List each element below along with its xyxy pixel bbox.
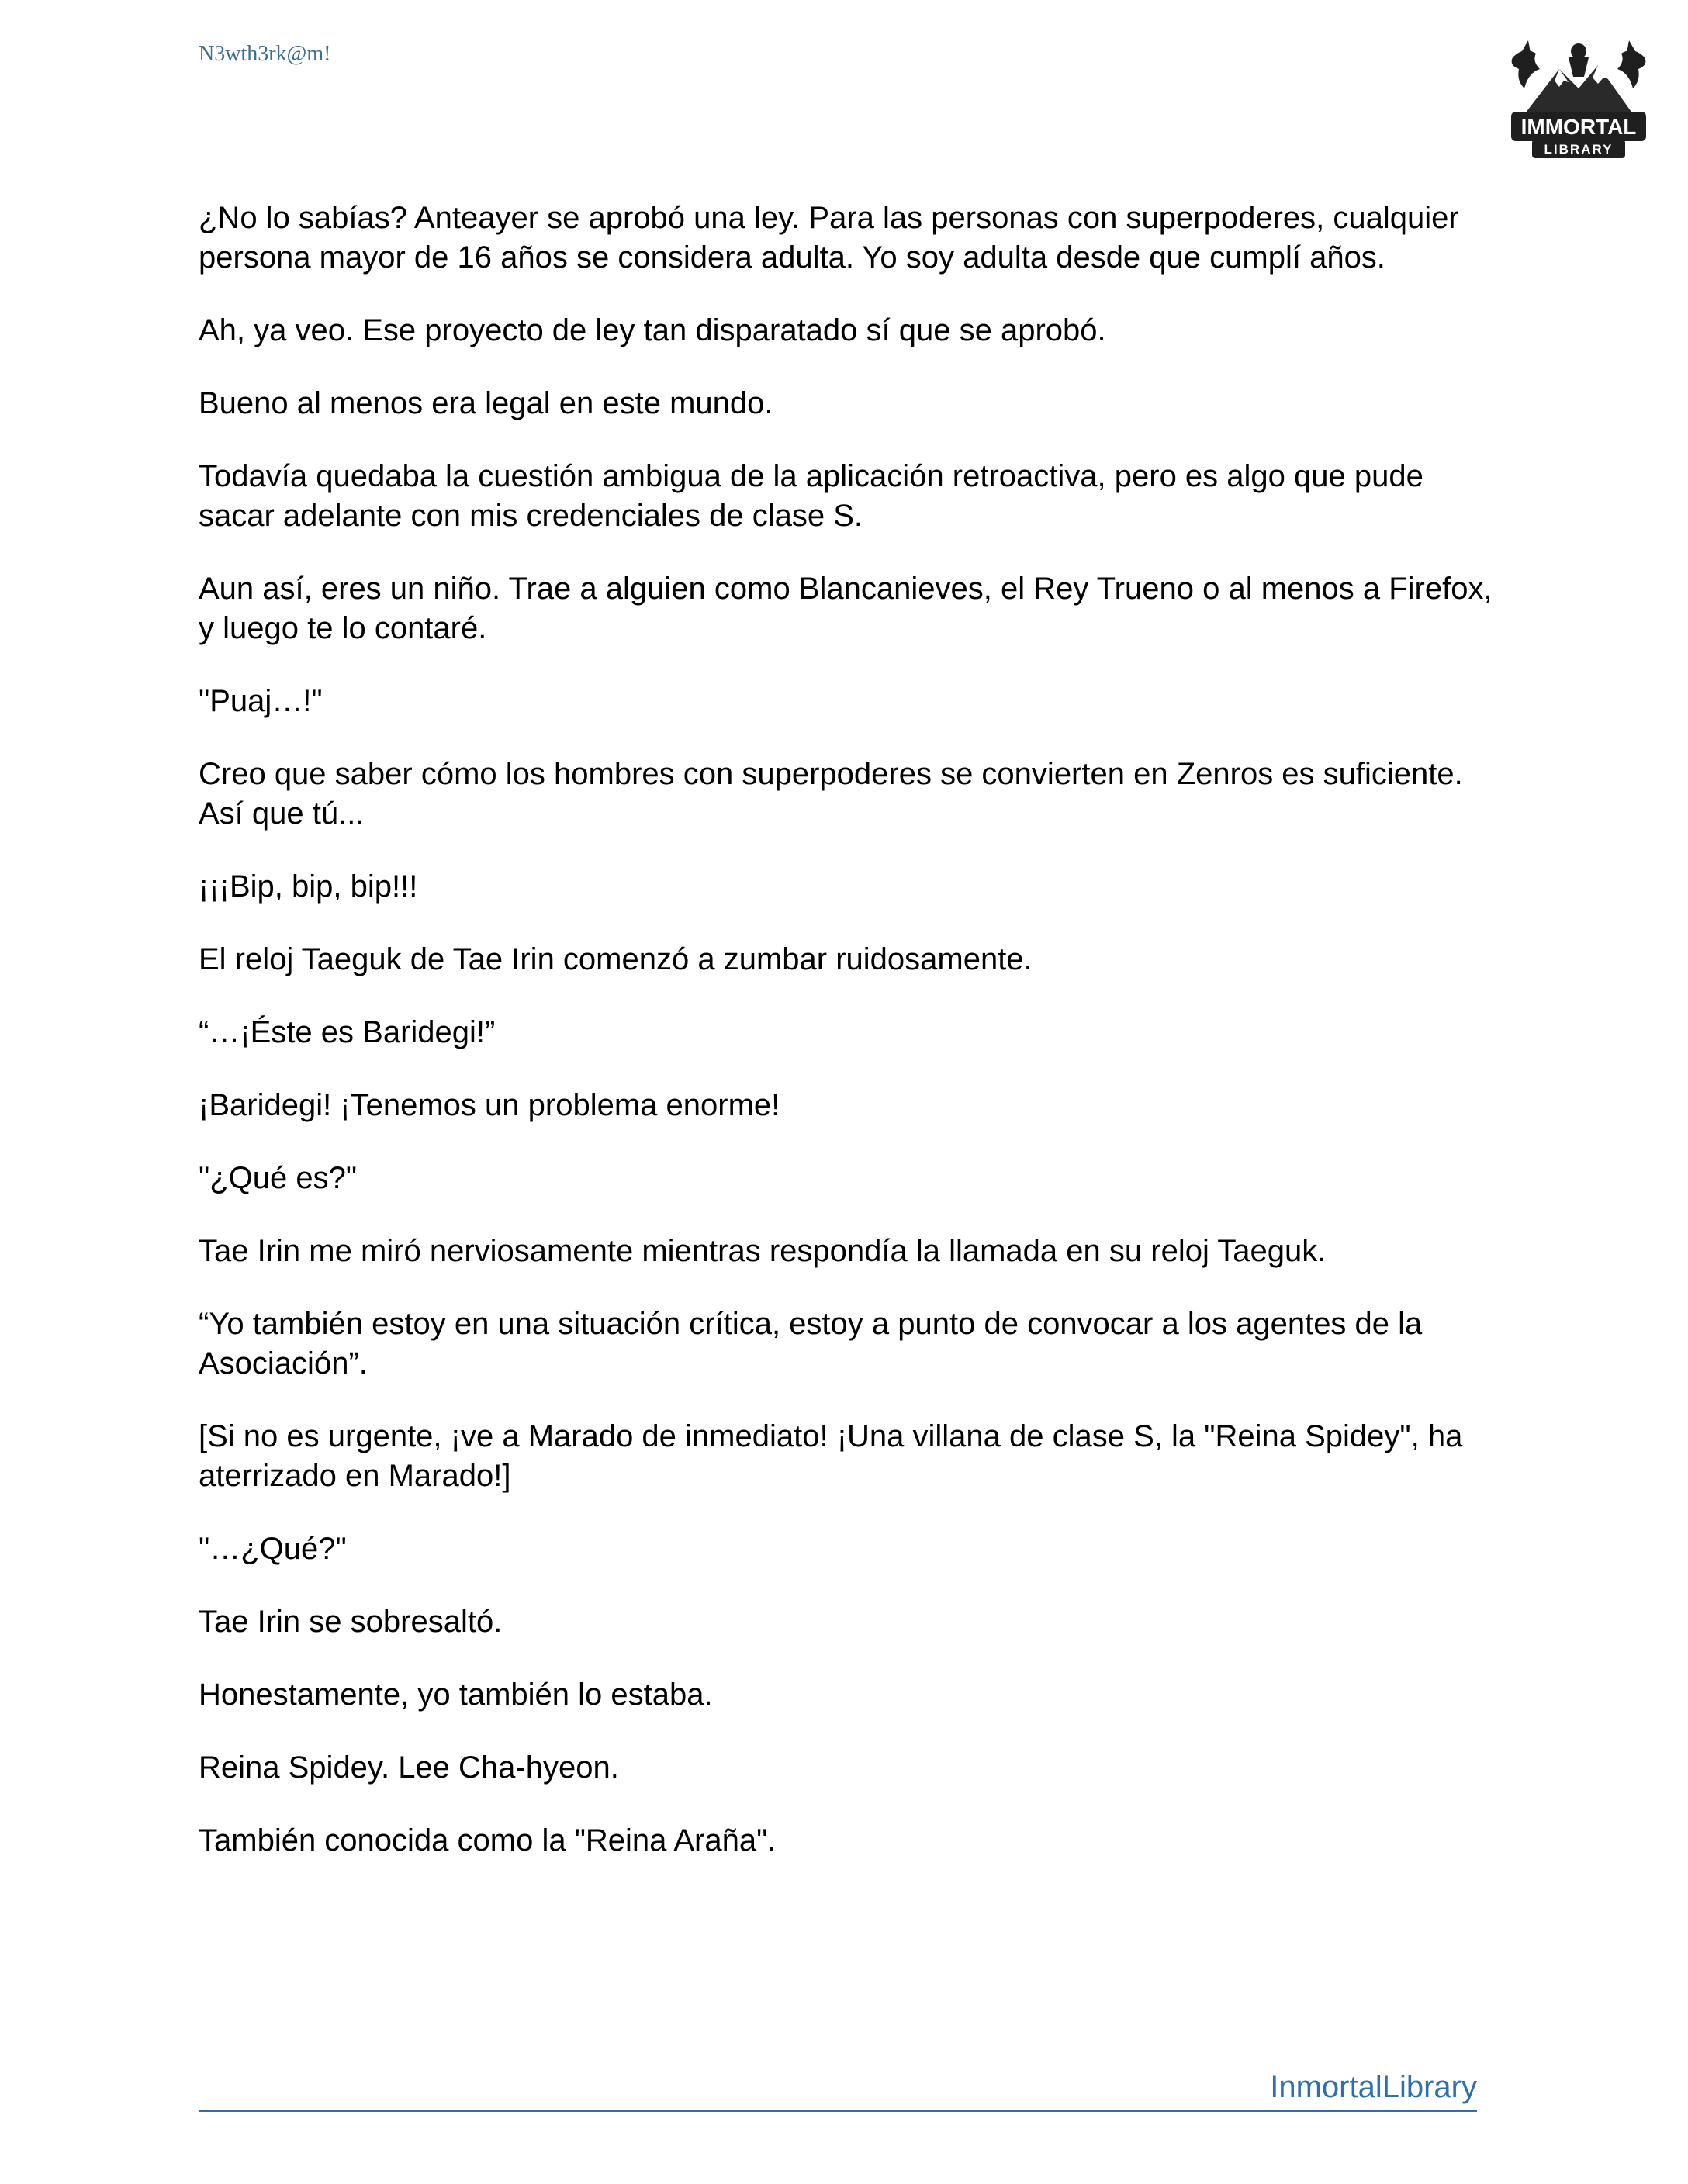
paragraph: Todavía quedaba la cuestión ambigua de la aplicación retroactiva, pero es algo que pude sacar adelante con mis credenciales de clase S. — [199, 459, 1423, 533]
paragraph: Bueno al menos era legal en este mundo. — [199, 386, 773, 420]
footer-link[interactable]: InmortalLibrary — [1270, 2070, 1477, 2104]
paragraph: “Yo también estoy en una situación crítica, estoy a punto de convocar a los agentes de la Asociación”. — [199, 1307, 1423, 1381]
logo-line1: IMMORTAL — [1520, 115, 1637, 139]
paragraph: Creo que saber cómo los hombres con superpoderes se convierten en Zenros es suficiente. Así que tú... — [199, 757, 1463, 831]
paragraph: Aun así, eres un niño. Trae a alguien como Blancanieves, el Rey Trueno o al menos a Firefox, y luego te lo contaré. — [199, 572, 1493, 645]
footer-divider — [199, 2110, 1477, 2112]
paragraph: "…¿Qué?" — [199, 1532, 347, 1566]
logo-line2: LIBRARY — [1544, 142, 1614, 157]
paragraph: Ah, ya veo. Ese proyecto de ley tan disparatado sí que se aprobó. — [199, 313, 1106, 347]
document-body — [199, 199, 1494, 1894]
paragraph: ¿No lo sabías? Anteayer se aprobó una ley. Para las personas con superpoderes, cualquier persona mayor de 16 años se considera adulta. Yo soy adulta desde que cumplí años. — [199, 201, 1459, 275]
paragraph: “…¡Éste es Baridegi!” — [199, 1015, 496, 1049]
paragraph: ¡Baridegi! ¡Tenemos un problema enorme! — [199, 1088, 780, 1122]
paragraph: "Puaj…!" — [199, 684, 323, 718]
paragraph: Reina Spidey. Lee Cha-hyeon. — [199, 1750, 619, 1785]
paragraph: ¡¡¡Bip, bip, bip!!! — [199, 869, 418, 904]
paragraph: [Si no es urgente, ¡ve a Marado de inmediato! ¡Una villana de clase S, la "Reina Spidey", ha aterrizado en Marado!] — [199, 1419, 1463, 1493]
paragraph: "¿Qué es?" — [199, 1161, 358, 1195]
paragraph: También conocida como la "Reina Araña". — [199, 1823, 777, 1857]
immortal-library-logo-icon — [1505, 34, 1652, 162]
paragraph: El reloj Taeguk de Tae Irin comenzó a zumbar ruidosamente. — [199, 942, 1033, 976]
paragraph: Tae Irin se sobresaltó. — [199, 1605, 503, 1639]
header-tag: N3wth3rk@m! — [199, 42, 331, 66]
paragraph: Honestamente, yo también lo estaba. — [199, 1678, 713, 1712]
paragraph: Tae Irin me miró nerviosamente mientras respondía la llamada en su reloj Taeguk. — [199, 1234, 1327, 1268]
